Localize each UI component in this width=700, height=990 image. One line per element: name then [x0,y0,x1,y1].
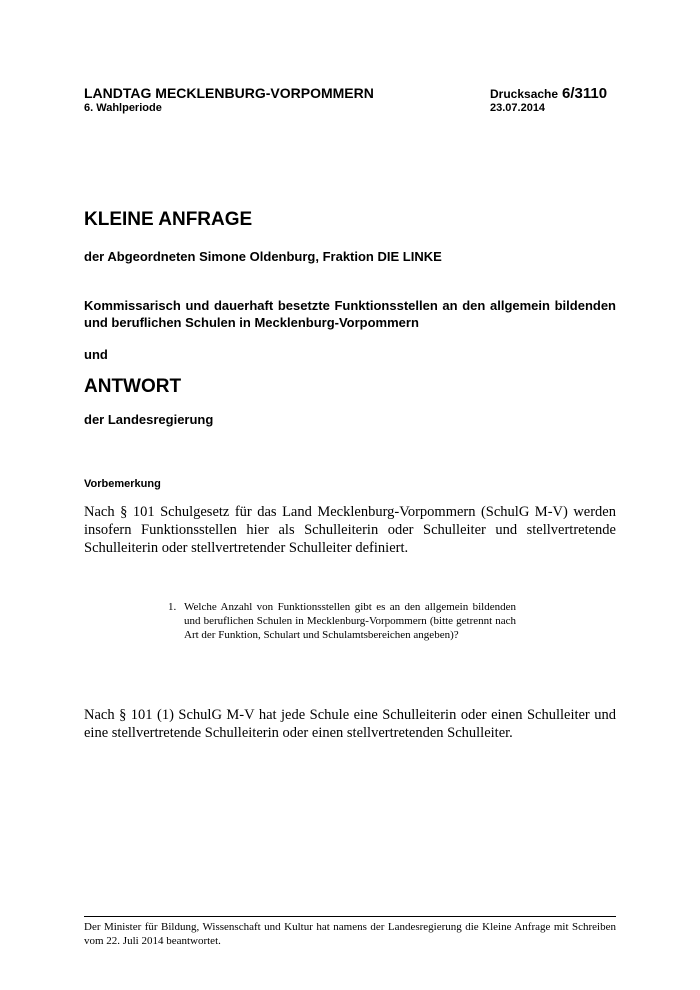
parliament-name: LANDTAG MECKLENBURG-VORPOMMERN [84,85,374,101]
vorbemerkung-text: Nach § 101 Schulgesetz für das Land Mecklenburg-Vorpommern (SchulG M-V) werden insofern Funktionsstellen hier als Schulleiterin oder Schulleiter und stellvertretende Schulleiterin oder stellvertretender Schulleiter definiert. [84,504,616,556]
footer-divider [84,916,616,917]
vorbemerkung-heading: Vorbemerkung [84,478,161,490]
author-line: der Abgeordneten Simone Oldenburg, Fraktion DIE LINKE [84,249,442,264]
footer-note: Der Minister für Bildung, Wissenschaft und Kultur hat namens der Landesregierung die Kleine Anfrage mit Schreiben vom 22. Juli 2014 beantwortet. [84,921,616,947]
drucksache-label: Drucksache [490,87,559,101]
connector-text: und [84,347,108,362]
inquiry-topic: Kommissarisch und dauerhaft besetzte Funktionsstellen an den allgemein bildenden und beruflichen Schulen in Mecklenburg-Vorpommern [84,298,616,330]
document-type-title: KLEINE ANFRAGE [84,209,253,230]
question-text: Welche Anzahl von Funktionsstellen gibt es an den allgemein bildenden und beruflichen Schulen in Mecklenburg-Vorpommern (bitte getrennt nach Art der Funktion, Schulart und Schulamtsbereichen angeben)? [184,601,516,641]
election-period: 6. Wahlperiode [84,102,162,114]
drucksache-id [490,85,607,103]
answer-text: Nach § 101 (1) SchulG M-V hat jede Schule eine Schulleiterin oder einen Schulleiter und eine stellvertretende Schulleiterin oder einen stellvertretenden Schulleiter. [84,707,616,741]
document-date: 23.07.2014 [490,102,546,114]
question-number: 1. [168,601,177,613]
answer-by-line: der Landesregierung [84,412,214,427]
question-block [168,600,516,642]
drucksache-number: 6/3110 [562,85,608,102]
answer-title: ANTWORT [84,376,182,397]
